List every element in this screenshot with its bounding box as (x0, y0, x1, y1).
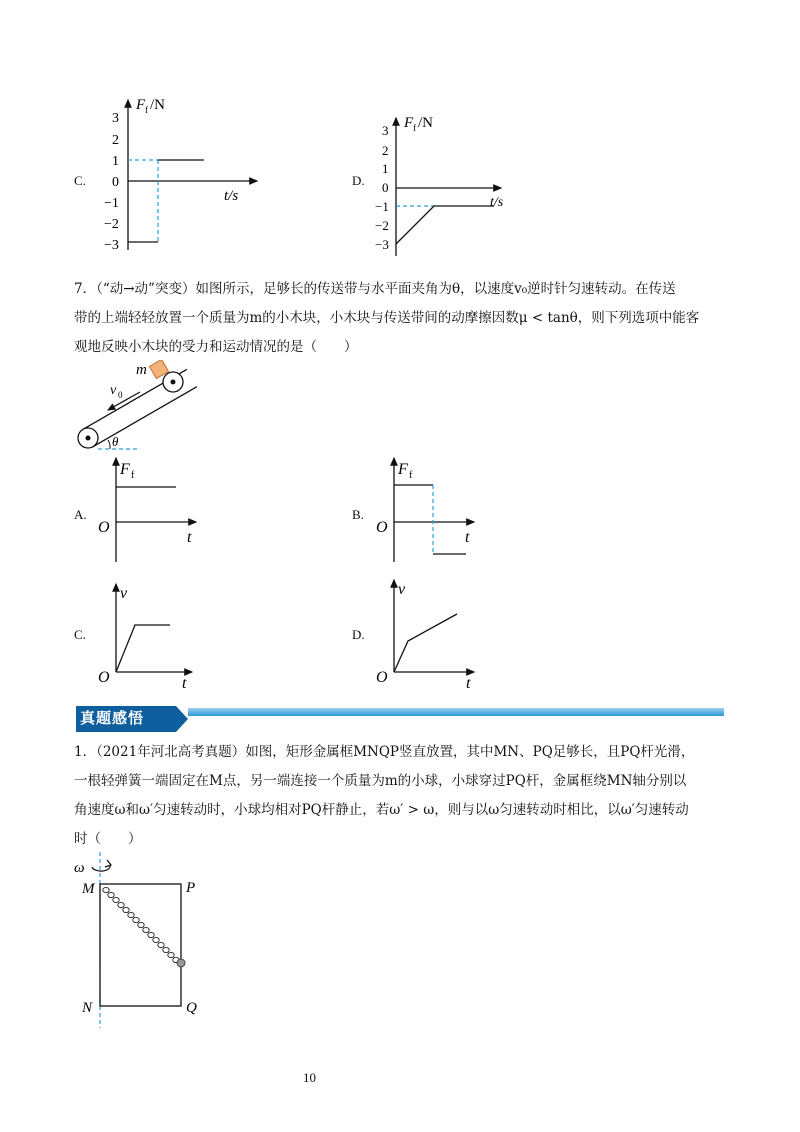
tick-m2: −2 (104, 217, 119, 232)
q1-line-2: 一根轻弹簧一端固定在M点，另一端连接一个质量为m的小球，小球穿过PQ杆，金属框绕MN轴分别以 (74, 773, 687, 789)
svg-text:Q: Q (186, 1000, 197, 1016)
svg-text:θ: θ (112, 434, 119, 449)
option-c-label: C. (74, 173, 86, 188)
svg-text:N: N (82, 1000, 93, 1016)
y-axis-unit: /N (150, 97, 165, 113)
q7-option-b-label: B. (352, 507, 364, 522)
svg-text:−1: −1 (375, 199, 389, 214)
q1-line-3: 角速度ω和ω′匀速转动时，小球均相对PQ杆静止，若ω′ > ω，则与以ω匀速转动时相比，以ω′匀速转动 (74, 802, 689, 818)
svg-text:t/s: t/s (490, 195, 504, 210)
tick-3: 3 (112, 111, 119, 126)
svg-text:M: M (82, 881, 95, 897)
svg-text:/N: /N (418, 115, 433, 131)
q1-line-4: 时（ ） (74, 831, 142, 847)
svg-text:v: v (110, 383, 117, 398)
svg-text:f: f (413, 123, 416, 133)
svg-text:f: f (409, 470, 413, 481)
svg-text:O: O (98, 669, 110, 686)
svg-text:O: O (376, 519, 388, 536)
q7-option-d-label: D. (352, 627, 365, 642)
svg-text:f: f (131, 470, 135, 481)
svg-text:0: 0 (382, 180, 389, 195)
y-axis-sub: f (145, 105, 148, 115)
tick-m3: −3 (104, 238, 119, 252)
svg-text:v: v (398, 581, 406, 598)
q7-option-c-graph (92, 580, 202, 690)
svg-text:F: F (398, 461, 408, 478)
svg-text:P: P (186, 880, 196, 896)
page-number: 10 (303, 1070, 316, 1085)
svg-text:O: O (98, 519, 110, 536)
spring (103, 887, 179, 962)
svg-text:t: t (187, 529, 192, 546)
svg-text:−2: −2 (375, 218, 389, 233)
q7-option-d-graph (370, 576, 482, 690)
conveyor-belt-diagram (70, 360, 200, 452)
tick-0: 0 (112, 175, 119, 190)
svg-text:t: t (465, 529, 470, 546)
metal-frame-diagram (70, 850, 210, 1030)
svg-text:3: 3 (382, 123, 389, 138)
q7-option-c-label: C. (74, 627, 86, 642)
svg-text:−3: −3 (375, 237, 389, 252)
q7-line-2: 带的上端轻轻放置一个质量为m的小木块，小木块与传送带间的动摩擦因数μ < tanθ，则下列选项中能客 (74, 310, 700, 326)
small-ball (177, 959, 185, 967)
svg-text:1: 1 (382, 161, 389, 176)
svg-text:0: 0 (118, 390, 123, 400)
svg-text:v: v (120, 585, 128, 602)
svg-text:O: O (376, 669, 388, 686)
tick-m1: −1 (104, 196, 119, 211)
q7-option-a-label: A. (74, 507, 87, 522)
top-graph-d (366, 110, 516, 258)
svg-text:F: F (404, 115, 414, 131)
top-graph-c (92, 92, 262, 252)
svg-text:t: t (182, 675, 187, 690)
svg-text:2: 2 (382, 143, 389, 158)
svg-text:F: F (120, 461, 130, 478)
q7-line-3: 观地反映小木块的受力和运动情况的是（ ） (74, 339, 358, 355)
q1-line-1: 1．（2021年河北高考真题）如图，矩形金属框MNQP竖直放置，其中MN、PQ足够长，且PQ杆光滑， (74, 744, 695, 760)
q7-option-b-graph (370, 452, 490, 564)
q7-line-1: 7．（“动→动”突变）如图所示，足够长的传送带与水平面夹角为θ，以速度v₀逆时针匀速转动。在传送 (74, 281, 676, 297)
tick-1: 1 (112, 154, 119, 169)
x-axis-label: t/s (224, 188, 239, 204)
q7-option-a-graph (92, 452, 212, 564)
svg-text:m: m (136, 362, 147, 378)
section-banner-bar (188, 708, 724, 716)
svg-text:t: t (466, 675, 471, 690)
y-axis-label: F (136, 97, 146, 113)
option-d-label: D. (352, 173, 365, 188)
section-title: 真题感悟 (80, 709, 145, 727)
tick-2: 2 (112, 133, 119, 148)
svg-text:ω: ω (74, 860, 85, 876)
